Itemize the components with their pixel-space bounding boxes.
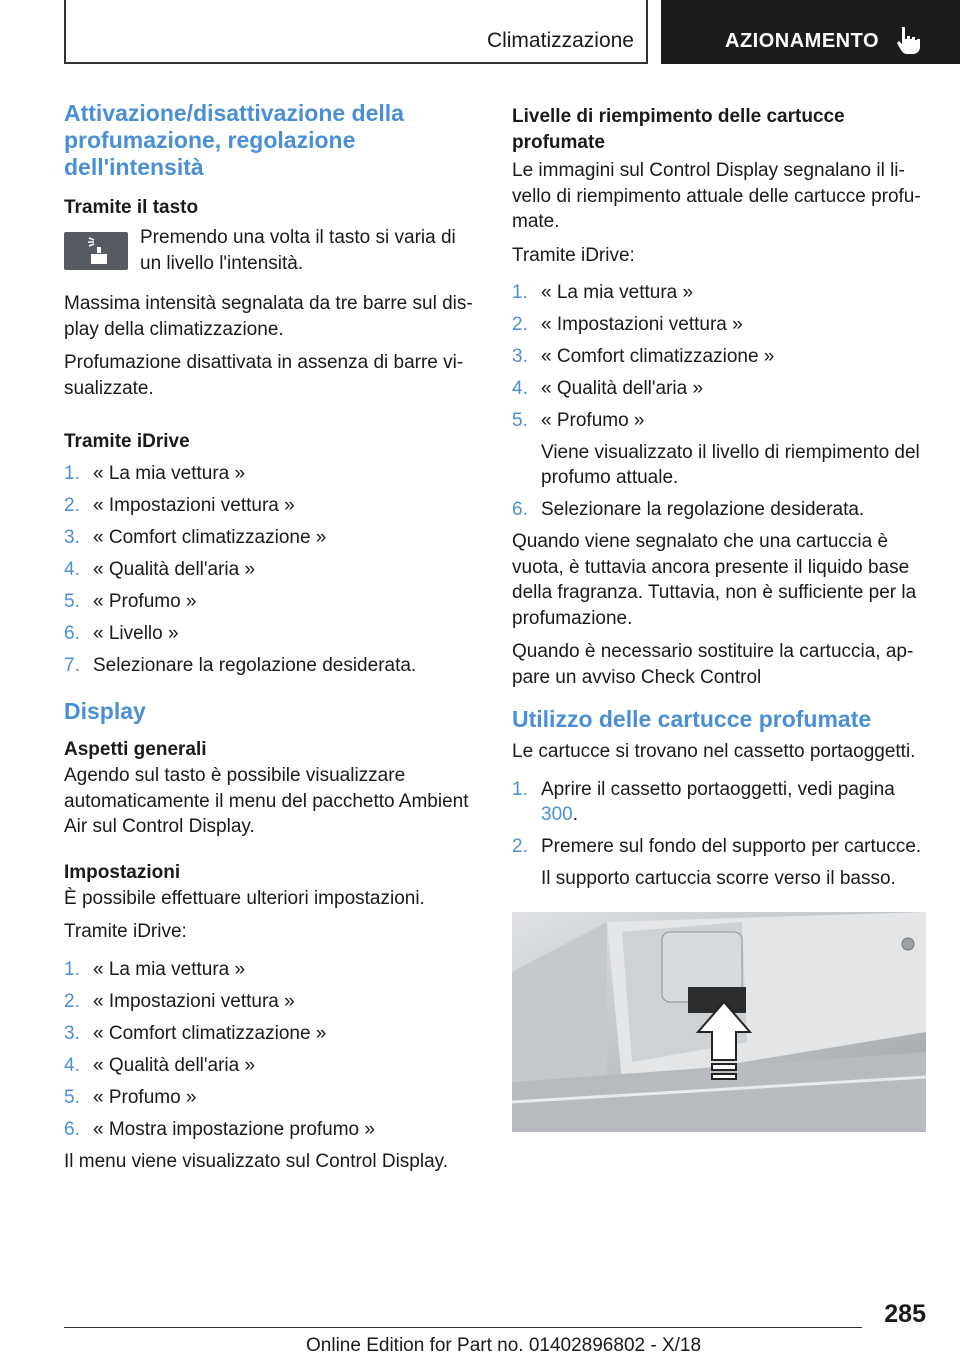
- list-item: 4. « Qualità dell'aria »: [64, 1054, 256, 1076]
- idrive-steps: [64, 461, 478, 678]
- list-item: 3. « Comfort climatizzazione »: [512, 346, 775, 367]
- page-number: 285: [884, 1300, 926, 1328]
- left-column: [64, 100, 478, 1182]
- paragraph-settings-via: Tramite iDrive:: [64, 921, 187, 942]
- list-item: 4. « Qualità dell'aria »: [512, 378, 704, 399]
- header-section-title: Climatizzazione: [486, 29, 634, 52]
- paragraph-levels: Le immagini sul Control Display segnalano il livello di riempimento attuale delle cartucce profumate.: [512, 160, 921, 232]
- list-item: 2. « Impostazioni vettura »: [64, 495, 295, 516]
- list-item: 6. Selezionare la regolazione desiderata.: [512, 499, 865, 520]
- list-item: 5. « Profumo »: [64, 1086, 197, 1108]
- header-section-box: [64, 0, 648, 64]
- section-title-activation: Attivazione/disattivazione della profumazione, regolazione dell'intensità: [64, 100, 404, 180]
- paragraph-settings: È possibile effettuare ulteriori impostazioni.: [64, 887, 425, 909]
- button-description: [64, 225, 478, 283]
- section-title-display: Display: [64, 698, 146, 724]
- list-item: 6. « Mostra impostazione profumo »: [64, 1118, 375, 1140]
- subheading-levels: Livelle di riempimento delle cartucce profumate: [512, 106, 845, 153]
- list-item: 3. « Comfort climatizzazione »: [64, 527, 327, 548]
- list-item: 2. « Impostazioni vettura »: [512, 314, 743, 335]
- paragraph-replace: Quando è necessario sostituire la cartuccia, appare un avviso Check Control: [512, 641, 914, 688]
- fragrance-button-icon: [64, 232, 128, 270]
- subheading-settings: Impostazioni: [64, 861, 181, 883]
- header-chapter-title: AZIONAMENTO: [725, 30, 880, 52]
- levels-steps: [512, 280, 926, 522]
- list-item: 1. Aprire il cassetto portaoggetti, vedi pagina 300.: [512, 778, 895, 825]
- subheading-button: Tramite il tasto: [64, 197, 199, 218]
- paragraph-max-intensity: Massima intensità segnalata da tre barre sul display della climatizzazione.: [64, 293, 473, 340]
- edition-note: Online Edition for Part no. 01402896802 - X/18: [306, 1335, 702, 1356]
- section-title-use: Utilizzo delle cartucce profumate: [512, 706, 872, 732]
- header-chapter-tab: [661, 0, 960, 64]
- list-item: 1. « La mia vettura »: [64, 958, 246, 980]
- paragraph-general: Agendo sul tasto è possibile visualizzare automaticamente il menu del pacchetto Ambient Air sul Control Display.: [64, 765, 469, 837]
- right-column: [512, 104, 926, 1137]
- list-item: 3. « Comfort climatizzazione »: [64, 1022, 327, 1044]
- paragraph-empty: Quando viene segnalato che una cartuccia è vuota, è tuttavia ancora presente il liquido base della fragranza. Tuttavia, non è sufficiente per la profumazione.: [512, 531, 917, 629]
- button-text: Premendo una volta il tasto si varia di un livello l'intensità.: [140, 227, 456, 274]
- list-item: 7. Selezionare la regolazione desiderata.: [64, 655, 417, 676]
- page-link[interactable]: 300: [541, 803, 573, 825]
- list-item: 5. « Profumo »: [64, 591, 197, 612]
- subheading-general: Aspetti generali: [64, 739, 207, 760]
- list-item: 1. « La mia vettura »: [64, 463, 246, 484]
- settings-steps: [64, 957, 478, 1142]
- footer-divider: [64, 1327, 862, 1328]
- list-item: 6. « Livello »: [64, 623, 179, 644]
- list-item: 1. « La mia vettura »: [512, 282, 694, 303]
- subheading-idrive: Tramite iDrive: [64, 431, 190, 452]
- glovebox-photo: [512, 912, 926, 1132]
- paragraph-deactivated: Profumazione disattivata in assenza di barre visualizzate.: [64, 352, 464, 399]
- paragraph-settings-end: Il menu viene visualizzato sul Control Display.: [64, 1150, 449, 1172]
- paragraph-levels-via: Tramite iDrive:: [512, 244, 635, 266]
- list-item: 2. « Impostazioni vettura »: [64, 990, 295, 1012]
- use-steps: [512, 777, 926, 891]
- list-item: 5. « Profumo » Viene visualizzato il livello di riempimento del profumo attuale.: [512, 410, 920, 488]
- list-item: 4. « Qualità dell'aria »: [64, 559, 256, 580]
- list-item: 2. Premere sul fondo del supporto per cartucce. Il supporto cartuccia scorre verso il basso.: [512, 835, 922, 889]
- pointing-hand-icon: [893, 25, 923, 55]
- paragraph-use: Le cartucce si trovano nel cassetto portaoggetti.: [512, 741, 916, 762]
